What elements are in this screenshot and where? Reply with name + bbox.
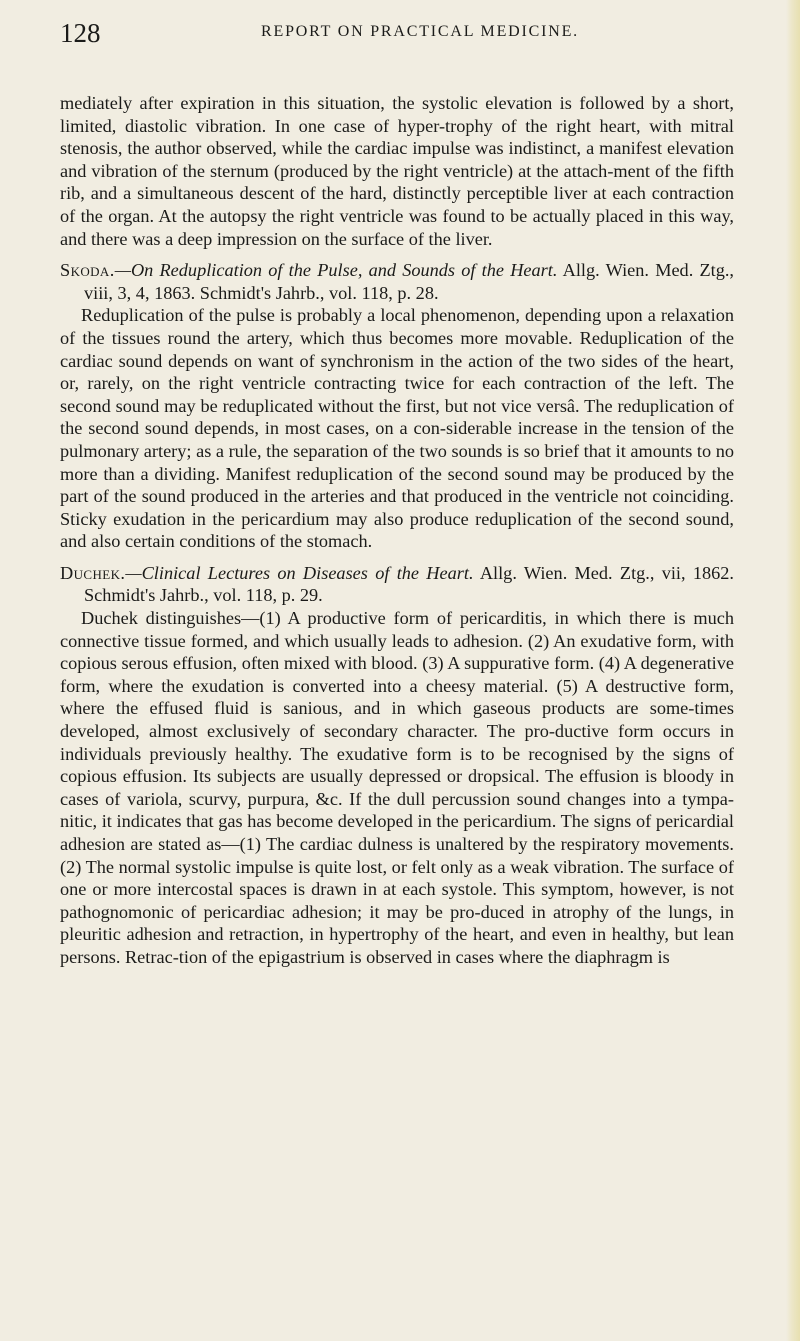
running-head: REPORT ON PRACTICAL MEDICINE. [261,23,579,40]
citation-duchek [60,562,734,607]
page-body [60,92,734,969]
page-edge [786,0,800,1341]
paragraph-continuation: mediately after expiration in this situation, the systolic elevation is followed by a short, limited, diastolic vibration. In one case of hyper-trophy of the right heart, with mitral stenosis, the author observed, while the cardiac impulse was indistinct, a manifest elevation and vibration of the sternum (produced by the right ventricle) at the attach-ment of the fifth rib, and a simultaneous descent of the hard, distinctly perceptible liver at each contraction of the organ. At the autopsy the right ventricle was found to be actually placed in this way, and there was a deep impression on the surface of the liver. [60,93,734,249]
citation-author: Duchek. [60,562,126,583]
citation-author: Skoda. [60,260,115,281]
page-header [60,18,740,50]
paragraph-reduplication: Reduplication of the pulse is probably a local phenomenon, depending upon a relaxation of the tissues round the artery, which thus becomes more movable. Reduplication of the cardiac sound depends on want of synchronism in the action of the two sides of the heart, or, rarely, on the right ventricle contracting twice for each contraction of the left. The second sound may be reduplicated without the first, but not vice versâ. The reduplication of the second sound depends, in most cases, on a con-siderable increase in the tension of the pulmonary artery; as a rule, the separation of the two sounds is so brief that it amounts to no more than a dividing. Manifest reduplication of the second sound may be produced by the part of the sound produced in the arteries and that produced in the ventricle not coinciding. Sticky exudation in the pericardium may also produce reduplication of the second sound, and also certain conditions of the stomach. [60,305,734,552]
citation-skoda [60,259,734,304]
paragraph-pericarditis: Duchek distinguishes—(1) A productive form of pericarditis, in which there is much connective tissue formed, and which usually leads to adhesion. (2) An exudative form, with copious serous effusion, often mixed with blood. (3) A suppurative form. (4) A degenerative form, where the exudation is converted into a cheesy material. (5) A destructive form, where the effused fluid is sanious, and in which gaseous products are some-times developed, almost exclusively of secondary character. The pro-ductive form occurs in individuals previously healthy. The exudative form is to be recognised by the signs of copious effusion. Its subjects are usually depressed or dropsical. The effusion is bloody in cases of variola, scurvy, purpura, &c. If the dull percussion sound changes into a tympa-nitic, it indicates that gas has become developed in the pericardium. The signs of pericardial adhesion are stated as—(1) The cardiac dulness is unaltered by the respiratory movements. (2) The normal systolic impulse is quite lost, or felt only as a weak vibration. The surface of one or more intercostal spaces is drawn in at each systole. This symptom, however, is not pathognomonic of pericardiac adhesion; it may be pro-duced in atrophy of the lungs, in pleuritic adhesion and retraction, in hypertrophy of the heart, and even in healthy, but lean persons. Retrac-tion of the epigastrium is observed in cases where the diaphragm is [60,608,734,967]
citation-source: Allg. Wien. Med. Ztg., viii, 3, 4, 1863. Schmidt's Jahrb., vol. 118, p. 28. [84,260,735,303]
citation-source: Allg. Wien. Med. Ztg., vii, 1862. Schmidt's Jahrb., vol. 118, p. 29. [84,562,734,606]
citation-title: —Clinical Lectures on Diseases of the Heart. [125,562,474,583]
citation-title: —On Reduplication of the Pulse, and Sounds of the Heart. [114,260,558,281]
page-number: 128 [60,18,101,48]
